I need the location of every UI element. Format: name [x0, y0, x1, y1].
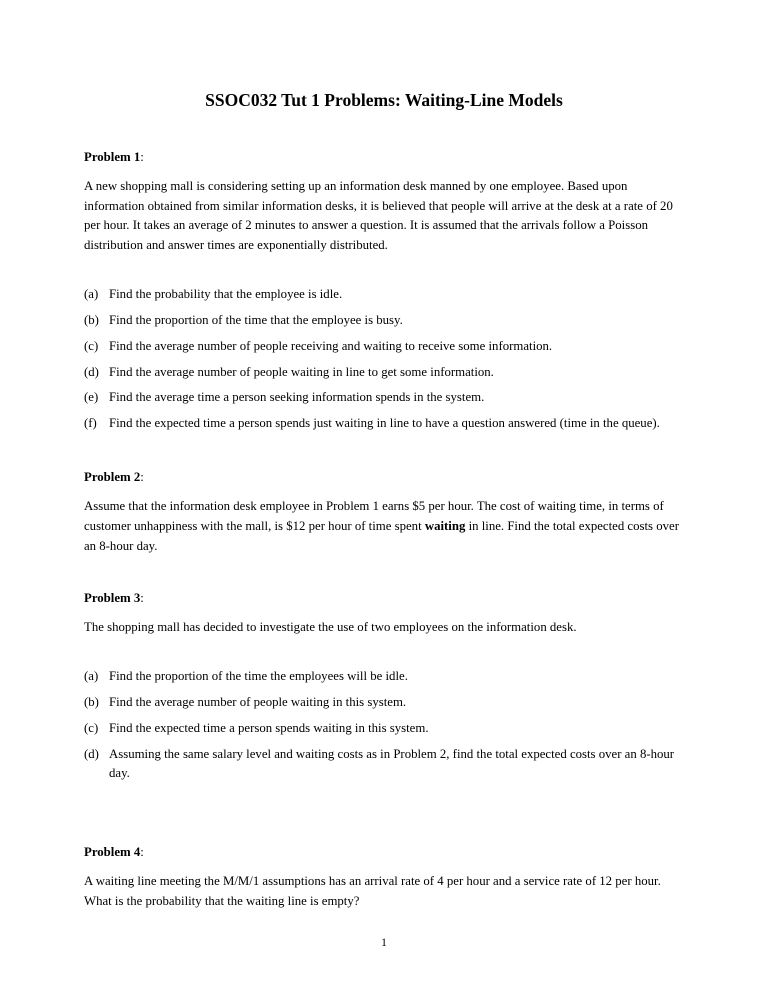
problem-text: A waiting line meeting the M/M/1 assumptions has an arrival rate of 4 per hour and a service rate of 12 per hour. What is the probability that the waiting line is empty? — [84, 874, 661, 908]
problem-text: A new shopping mall is considering setting up an information desk manned by one employee. Based upon information obtained from similar information desks, it is believed that people will arrive at the desk at a rate of 20 per hour. It takes an average of 2 minutes to answer a question. It is assumed that the arrivals follow a Poisson distribution and answer times are exponentially distributed. — [84, 178, 673, 253]
question-item — [84, 719, 684, 739]
problem-text: The shopping mall has decided to investigate the use of two employees on the information desk. — [84, 620, 577, 635]
problem-text — [84, 497, 684, 556]
problem-heading-label: Problem 4 — [84, 845, 141, 860]
document-body — [84, 148, 684, 912]
heading-colon: : — [140, 845, 144, 860]
problem-text-part: Assume that the information desk employee in Problem 1 earns $5 per hour. The cost of waiting time, in terms of customer unhappiness with the mall, is $12 per hour of time spent — [84, 498, 664, 533]
problem-heading — [84, 843, 684, 863]
problem-heading-label: Problem 3 — [84, 591, 141, 606]
item-text: Assuming the same salary level and waiting costs as in Problem 2, find the total expected costs over an 8-hour day. — [109, 746, 675, 781]
question-item — [84, 667, 684, 687]
problem-heading-label: Problem 2 — [84, 470, 141, 485]
emphasized-word: waiting — [424, 518, 466, 533]
heading-colon: : — [140, 470, 144, 485]
item-text: Find the average number of people receiving and waiting to receive some information. — [109, 338, 553, 353]
problem-4 — [84, 843, 684, 911]
item-marker: (a) — [84, 669, 99, 684]
problem-heading-label: Problem 1 — [84, 150, 141, 164]
heading-colon: : — [140, 591, 144, 606]
heading-colon: : — [140, 150, 144, 164]
problem-3 — [84, 589, 684, 784]
question-item — [84, 414, 684, 434]
problem-heading — [84, 468, 684, 488]
item-marker: (d) — [84, 746, 99, 761]
item-text: Find the probability that the employee is idle. — [109, 287, 343, 302]
item-marker: (b) — [84, 694, 99, 709]
question-item — [84, 388, 684, 408]
item-text: Find the average number of people waiting in line to get some information. — [109, 364, 494, 379]
problem-heading — [84, 148, 684, 168]
item-text: Find the average time a person seeking information spends in the system. — [109, 390, 485, 405]
problem-1 — [84, 148, 684, 434]
question-item — [84, 745, 684, 785]
item-text: Find the proportion of the time that the employee is busy. — [109, 312, 403, 327]
question-item — [84, 311, 684, 331]
question-item — [84, 285, 684, 305]
item-marker: (e) — [84, 390, 99, 405]
item-text: Find the expected time a person spends waiting in this system. — [109, 720, 429, 735]
item-text: Find the expected time a person spends just waiting in line to have a question answered (time in the queue). — [109, 416, 660, 431]
question-item — [84, 363, 684, 383]
question-item — [84, 337, 684, 357]
question-list — [84, 285, 684, 434]
problem-2 — [84, 468, 684, 556]
question-item — [84, 693, 684, 713]
page-title: SSOC032 Tut 1 Problems: Waiting-Line Models — [205, 90, 563, 110]
item-marker: (a) — [84, 287, 99, 302]
item-marker: (c) — [84, 338, 99, 353]
page-number: 1 — [381, 937, 387, 949]
problem-heading — [84, 589, 684, 609]
question-list — [84, 667, 684, 784]
item-marker: (b) — [84, 312, 99, 327]
item-marker: (c) — [84, 720, 99, 735]
item-marker: (f) — [84, 416, 97, 431]
item-text: Find the average number of people waiting in this system. — [109, 694, 407, 709]
item-text: Find the proportion of the time the employees will be idle. — [109, 669, 408, 684]
problem-text-part: in line. Find the total expected costs over an 8-hour day. — [84, 518, 679, 553]
item-marker: (d) — [84, 364, 99, 379]
